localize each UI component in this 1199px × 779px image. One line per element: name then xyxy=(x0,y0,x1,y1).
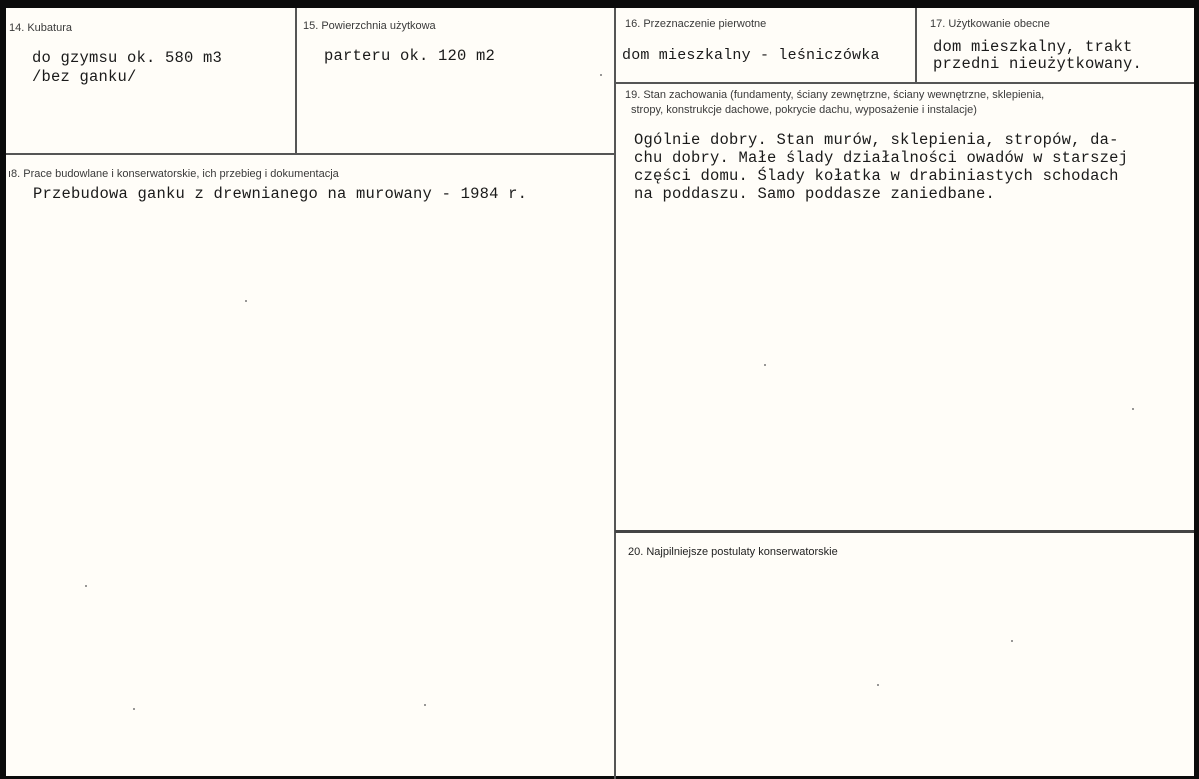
paper-speck xyxy=(424,704,426,706)
paper-speck xyxy=(85,585,87,587)
field-18-line-1: Przebudowa ganku z drewnianego na murowany - 1984 r. xyxy=(33,185,528,203)
field-20-postulaty-konserwatorskie xyxy=(616,533,1194,776)
card-frame-right xyxy=(1194,0,1199,779)
field-20-label: 20. Najpilniejsze postulaty konserwatorskie xyxy=(628,546,838,558)
field-17-line-1: dom mieszkalny, trakt xyxy=(933,38,1133,56)
field-17-line-2: przedni nieużytkowany. xyxy=(933,55,1143,73)
card-frame-top xyxy=(0,0,1199,8)
field-16-label: 16. Przeznaczenie pierwotne xyxy=(625,18,767,30)
field-17-uzytkowanie-obecne xyxy=(917,8,1194,82)
paper-speck xyxy=(1011,640,1013,642)
paper-speck xyxy=(600,74,602,76)
paper-speck xyxy=(764,364,766,366)
paper-speck xyxy=(245,300,247,302)
field-18-label: ı8. Prace budowlane i konserwatorskie, ich przebieg i dokumentacja xyxy=(8,168,339,180)
field-14-kubatura xyxy=(6,8,295,153)
field-15-line-1: parteru ok. 120 m2 xyxy=(324,47,496,65)
field-15-label: 15. Powierzchnia użytkowa xyxy=(303,20,436,32)
field-14-line-2: /bez ganku/ xyxy=(32,68,137,86)
paper-speck xyxy=(133,708,135,710)
field-19-label-line-1: 19. Stan zachowania (fundamenty, ściany zewnętrzne, ściany wewnętrzne, sklepienia, xyxy=(625,89,1045,101)
field-19-line-4: na poddaszu. Samo poddasze zaniedbane. xyxy=(634,185,996,203)
field-19-label-line-2: stropy, konstrukcje dachowe, pokrycie dachu, wyposażenie i instalacje) xyxy=(631,104,977,116)
field-19-line-2: chu dobry. Małe ślady działalności owadów w starszej xyxy=(634,149,1129,167)
field-15-powierzchnia xyxy=(297,8,614,153)
field-16-przeznaczenie-pierwotne xyxy=(616,8,915,82)
paper-speck xyxy=(1132,408,1134,410)
field-19-line-1: Ogólnie dobry. Stan murów, sklepienia, stropów, da- xyxy=(634,131,1119,149)
field-14-label: 14. Kubatura xyxy=(9,22,72,34)
field-16-line-1: dom mieszkalny - leśniczówka xyxy=(622,47,880,64)
field-19-stan-zachowania xyxy=(616,84,1194,530)
field-19-line-3: części domu. Ślady kołatka w drabiniastych schodach xyxy=(634,167,1119,185)
field-18-prace-budowlane xyxy=(6,155,614,776)
field-14-line-1: do gzymsu ok. 580 m3 xyxy=(32,49,223,67)
paper-speck xyxy=(877,684,879,686)
field-17-label: 17. Użytkowanie obecne xyxy=(930,18,1050,30)
